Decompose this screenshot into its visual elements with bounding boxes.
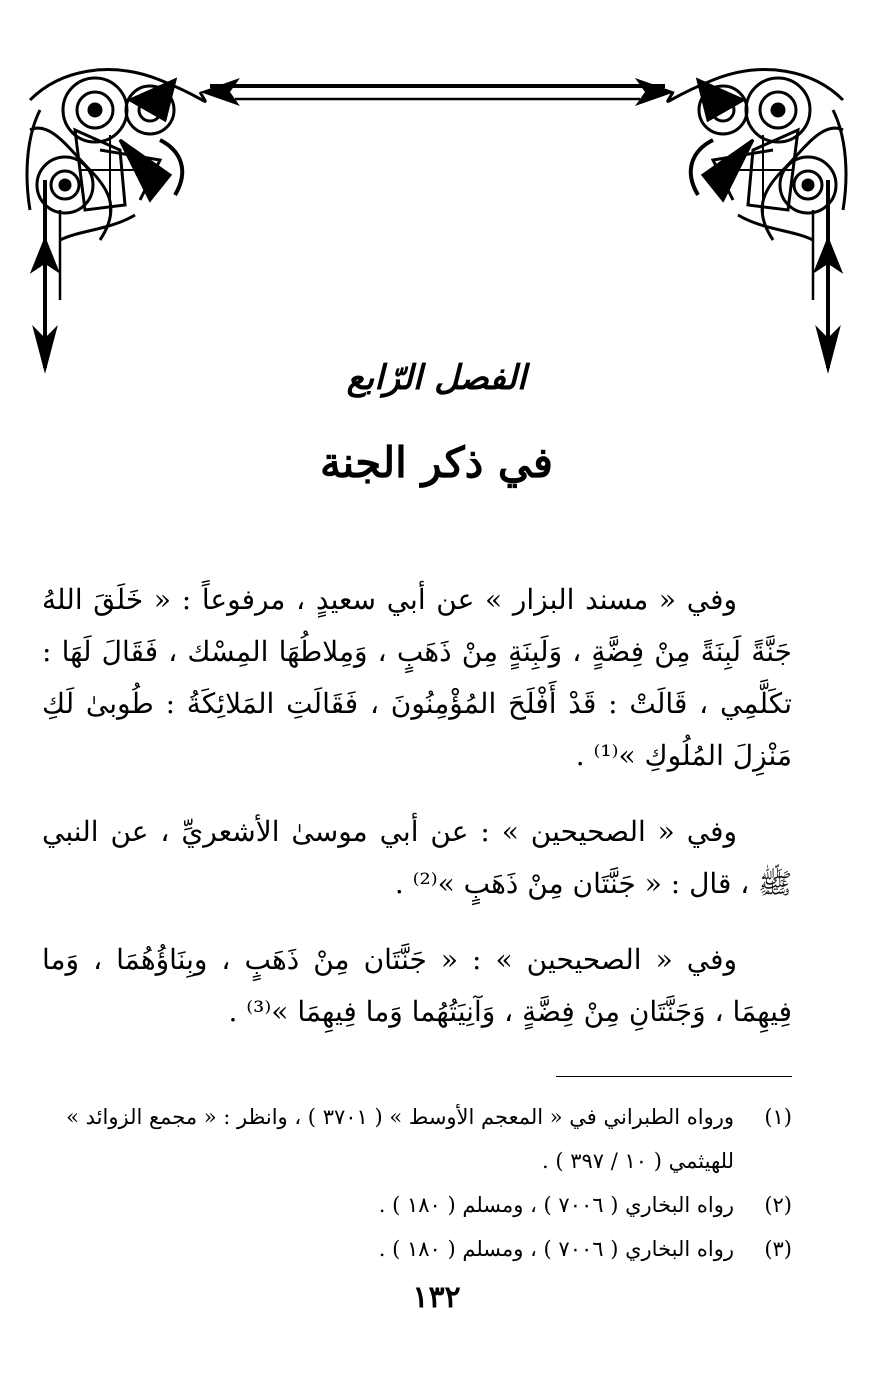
body-text — [42, 574, 792, 1062]
page-number: ١٣٢ — [412, 1280, 461, 1315]
paragraph: وفي « مسند البزار » عن أبي سعيدٍ ، مرفوعاً : « خَلَقَ اللهُ جَنَّةً لَبِنَةً مِنْ فِضَّةٍ ، وَلَبِنَةٍ مِنْ ذَهَبٍ ، وَمِلاطُهَا المِسْك ، فَقَالَ لَهَا : تكَلَّمِي ، قَالَتْ : قَدْ أَفْلَحَ المُؤْمِنُونَ ، فَقَالَتِ المَلائِكَةُ : طُوبىٰ لَكِ مَنْزِلَ المُلُوكِ »⁽¹⁾ . — [42, 583, 792, 772]
footnote-text: رواه البخاري ( ٧٠٠٦ ) ، ومسلم ( ١٨٠ ) . — [378, 1237, 734, 1261]
ornamental-frame — [0, 0, 873, 380]
paragraph: وفي « الصحيحين » : عن أبي موسىٰ الأشعريِّ ، عن النبي ﷺ ، قال : « جَنَّتَان مِنْ ذَهَبٍ »⁽²⁾ . — [42, 815, 792, 900]
footnote-number: (١) — [764, 1105, 792, 1129]
footnote — [42, 1227, 792, 1271]
footnotes — [42, 1095, 792, 1271]
footnote-number: (٣) — [764, 1237, 792, 1261]
footnote — [42, 1183, 792, 1227]
paragraph: وفي « الصحيحين » : « جَنَّتَان مِنْ ذَهَبٍ ، وبِنَاؤُهُمَا ، وَما فِيهِمَا ، وَجَنَّتَانِ مِنْ فِضَّةٍ ، وَآنِيَتُهُما وَما فِيهِمَا »⁽³⁾ . — [42, 943, 792, 1028]
left-corner-ornament — [27, 70, 205, 368]
footnote-number: (٢) — [764, 1193, 792, 1217]
right-corner-ornament — [668, 70, 846, 368]
footnote-text: رواه البخاري ( ٧٠٠٦ ) ، ومسلم ( ١٨٠ ) . — [378, 1193, 734, 1217]
footnote — [42, 1095, 792, 1183]
chapter-label: الفصل الرّابع — [346, 358, 527, 398]
footnote-separator — [556, 1076, 792, 1077]
chapter-title: في ذكر الجنة — [320, 438, 553, 487]
footnote-text: ورواه الطبراني في « المعجم الأوسط » ( ٣٧٠١ ) ، وانظر : « مجمع الزوائد » للهيثمي ( ١٠ / ٣٩٧ ) . — [66, 1105, 734, 1173]
